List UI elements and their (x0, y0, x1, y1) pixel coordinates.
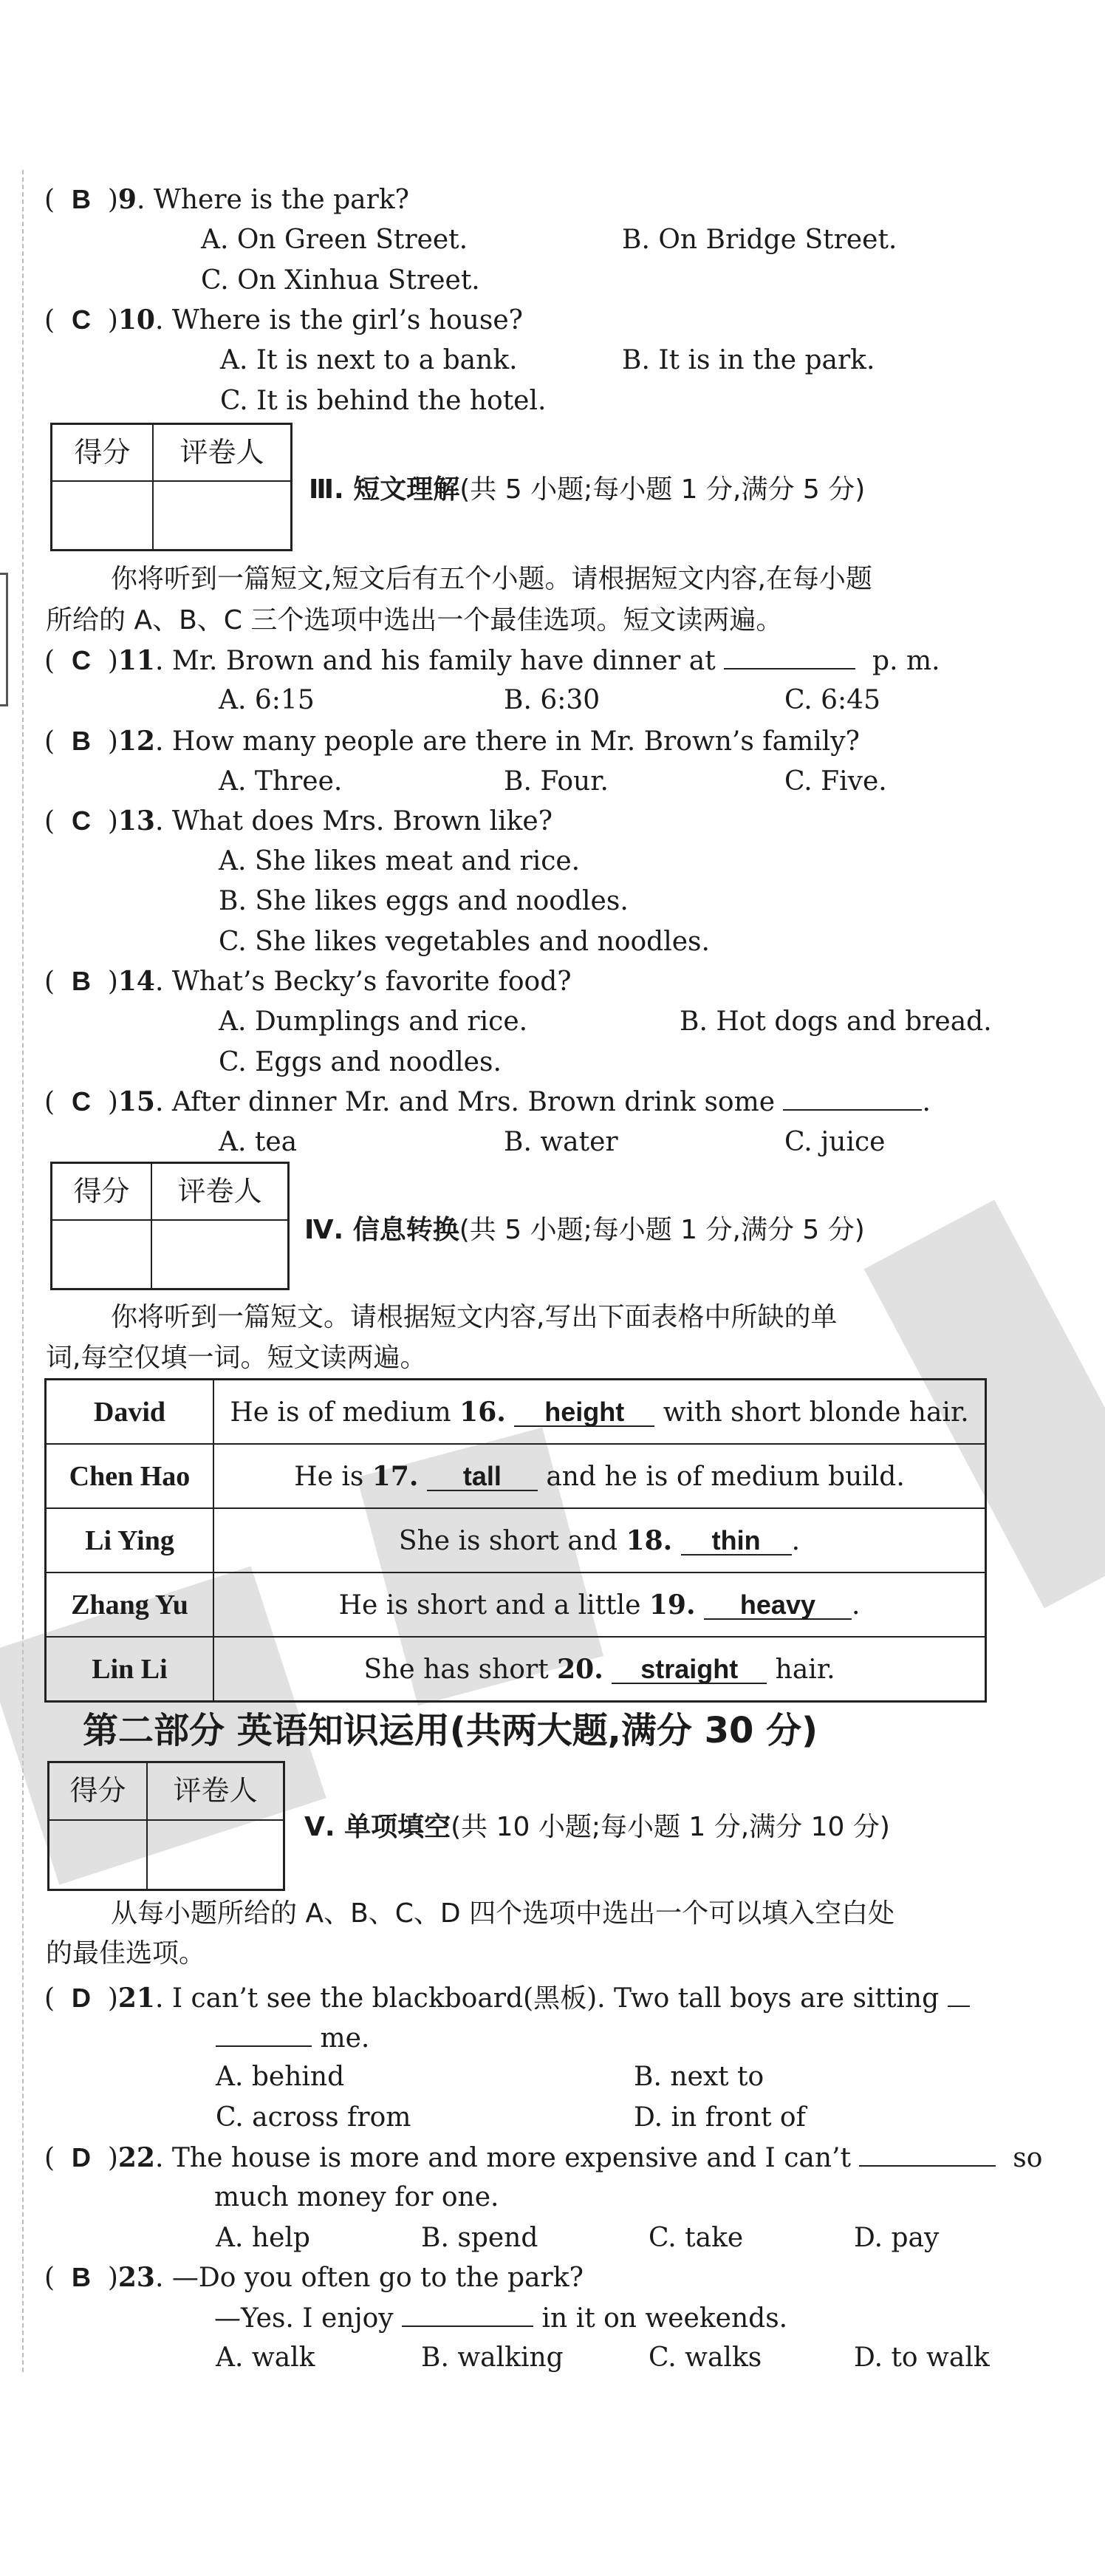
desc-text: She is short and (398, 1525, 618, 1556)
option: C. It is behind the hotel. (220, 386, 547, 416)
desc-text: . (851, 1589, 861, 1621)
answer-blank (402, 2305, 533, 2327)
filled-answer: straight (612, 1656, 767, 1684)
binding-side-mark (0, 573, 8, 706)
section-heading: Ⅳ. 信息转换 (304, 1215, 459, 1245)
question-text-end: . (922, 1087, 931, 1117)
info-table (44, 1378, 987, 1703)
section-4-title (304, 1217, 865, 1244)
question-text: What’s Becky’s favorite food? (171, 967, 572, 997)
section-heading: Ⅴ. 单项填空 (304, 1812, 451, 1842)
option: C. Eggs and noodles. (219, 1047, 502, 1077)
question-15: ( C )15. After dinner Mr. and Mrs. Brown drink some . (44, 1086, 931, 1117)
answer-blank (724, 647, 855, 669)
option: A. 6:15 (219, 685, 315, 715)
section-5-title (304, 1814, 890, 1841)
question-number: 15 (117, 1086, 155, 1117)
table-cell-desc (213, 1508, 986, 1572)
desc-text: . (791, 1525, 801, 1556)
question-text: What does Mrs. Brown like? (171, 806, 553, 836)
answer-22: D (71, 2142, 91, 2173)
section-heading: Ⅲ. 短文理解 (309, 474, 460, 505)
option: D. in front of (634, 2102, 806, 2133)
option: A. help (216, 2223, 310, 2253)
table-cell-name: David (46, 1380, 214, 1445)
table-cell-desc (213, 1380, 986, 1445)
desc-text: He is (294, 1461, 364, 1492)
table-cell-name: Zhang Yu (46, 1572, 214, 1637)
answer-14: B (71, 966, 91, 996)
question-text: me. (320, 2023, 370, 2054)
question-text: in it on weekends. (541, 2303, 788, 2334)
table-row (46, 1508, 986, 1572)
question-text: I can’t see the blackboard(黑板). Two tall boys are sitting (171, 1983, 940, 2014)
option: B. On Bridge Street. (622, 225, 897, 255)
desc-text: He is of medium (230, 1397, 451, 1428)
question-text-end: so (1013, 2143, 1043, 2173)
table-cell-name: Chen Hao (46, 1444, 214, 1508)
option: B. 6:30 (504, 685, 601, 715)
question-text: Where is the girl’s house? (171, 305, 523, 335)
question-23: ( B )23. —Do you often go to the park? (44, 2262, 584, 2293)
blank-number: 19. (649, 1589, 696, 1621)
question-number: 10 (117, 304, 155, 335)
table-cell-desc (213, 1572, 986, 1637)
table-cell-name: Lin Li (46, 1637, 214, 1702)
section-info: (共 10 小题;每小题 1 分,满分 10 分) (451, 1812, 890, 1842)
score-box (50, 1162, 290, 1290)
question-number: 14 (117, 966, 155, 997)
option: D. to walk (854, 2342, 990, 2373)
answer-blank (948, 1985, 970, 2007)
filled-answer: height (514, 1399, 654, 1427)
option: A. tea (219, 1127, 298, 1157)
question-22: ( D )22. The house is more and more expensive and I can’t so (44, 2142, 1043, 2173)
answer-12: B (71, 726, 91, 756)
instruction: 的最佳选项。 (46, 1938, 206, 1969)
answer-blank (216, 2025, 312, 2047)
option: B. spend (421, 2223, 538, 2253)
question-number: 13 (117, 805, 155, 836)
option: C. Five. (784, 766, 887, 797)
question-text: Mr. Brown and his family have dinner at (171, 646, 716, 676)
score-box-divider (151, 1219, 152, 1288)
option: C. She likes vegetables and noodles. (219, 927, 710, 957)
option: A. behind (216, 2062, 345, 2092)
question-number: 11 (117, 645, 155, 676)
question-text: After dinner Mr. and Mrs. Brown drink some (171, 1087, 776, 1117)
table-row (46, 1572, 986, 1637)
option: B. water (504, 1127, 618, 1157)
option: D. pay (854, 2223, 940, 2253)
grader-label: 评卷人 (148, 1763, 283, 1821)
question-number: 12 (117, 726, 155, 757)
option: A. She likes meat and rice. (219, 846, 581, 876)
question-text: Where is the park? (153, 185, 409, 215)
question-text-end: p. m. (872, 646, 940, 676)
option: C. across from (216, 2102, 411, 2133)
option: A. On Green Street. (201, 225, 468, 255)
option: B. Hot dogs and bread. (680, 1006, 992, 1037)
instruction: 你将听到一篇短文,短文后有五个小题。请根据短文内容,在每小题 (111, 564, 872, 594)
question-13: ( C )13. What does Mrs. Brown like? (44, 805, 553, 836)
instruction: 你将听到一篇短文。请根据短文内容,写出下面表格中所缺的单 (111, 1302, 838, 1332)
table-cell-name: Li Ying (46, 1508, 214, 1572)
table-cell-desc (213, 1637, 986, 1702)
answer-10: C (71, 304, 91, 335)
question-number: 22 (117, 2142, 155, 2173)
option: A. It is next to a bank. (220, 345, 518, 375)
blank-number: 17. (372, 1460, 419, 1492)
option: C. take (649, 2223, 744, 2253)
instruction: 所给的 A、B、C 三个选项中选出一个最佳选项。短文读两遍。 (46, 605, 783, 636)
table-row (46, 1637, 986, 1702)
blank-number: 20. (557, 1653, 603, 1685)
section-info: (共 5 小题;每小题 1 分,满分 5 分) (459, 1215, 865, 1245)
question-10: ( C )10. Where is the girl’s house? (44, 304, 523, 335)
part-2-title: 第二部分 英语知识运用(共两大题,满分 30 分) (83, 1710, 818, 1751)
score-box-divider (146, 1819, 148, 1889)
option: C. On Xinhua Street. (201, 265, 480, 296)
desc-text: He is short and a little (338, 1589, 641, 1621)
option: B. walking (421, 2342, 564, 2373)
question-number: 23 (117, 2262, 155, 2293)
option: B. Four. (504, 766, 609, 797)
question-text: —Do you often go to the park? (171, 2263, 584, 2293)
grader-label: 评卷人 (152, 1164, 287, 1221)
question-text: The house is more and more expensive and I can’t (171, 2143, 851, 2173)
option: A. Dumplings and rice. (219, 1006, 528, 1037)
instruction: 词,每空仅填一词。短文读两遍。 (46, 1343, 427, 1373)
question-21: ( D )21. I can’t see the blackboard(黑板). Two tall boys are sitting (44, 1985, 970, 2012)
answer-23: B (71, 2262, 91, 2292)
score-box (47, 1761, 285, 1891)
question-text: How many people are there in Mr. Brown’s family? (171, 726, 860, 757)
filled-answer: heavy (704, 1592, 852, 1620)
blank-number: 18. (626, 1524, 673, 1556)
desc-text: with short blonde hair. (663, 1397, 969, 1428)
score-box (50, 423, 292, 551)
answer-11: C (71, 645, 91, 675)
question-22-line2: much money for one. (214, 2182, 499, 2212)
question-text: —Yes. I enjoy (214, 2303, 394, 2334)
question-21-line2 (216, 2025, 369, 2052)
instruction: 从每小题所给的 A、B、C、D 四个选项中选出一个可以填入空白处 (111, 1898, 895, 1929)
desc-text: She has short (363, 1654, 549, 1685)
score-label: 得分 (52, 425, 154, 482)
option: B. She likes eggs and noodles. (219, 886, 629, 916)
option: C. 6:45 (784, 685, 880, 715)
option: B. next to (634, 2062, 764, 2092)
score-box-divider (152, 480, 154, 549)
section-info: (共 5 小题;每小题 1 分,满分 5 分) (459, 474, 866, 505)
answer-15: C (71, 1086, 91, 1117)
answer-21: D (71, 1983, 91, 2013)
question-12: ( B )12. How many people are there in Mr. Brown’s family? (44, 726, 860, 757)
answer-13: C (71, 805, 91, 836)
question-9: ( B )9. Where is the park? (44, 184, 409, 215)
option: C. juice (784, 1127, 886, 1157)
question-23-line2 (214, 2305, 787, 2332)
question-number: 21 (117, 1983, 155, 2014)
answer-9: B (71, 184, 91, 214)
blank-number: 16. (459, 1396, 506, 1428)
question-11: ( C )11. Mr. Brown and his family have dinner at p. m. (44, 645, 940, 676)
score-label: 得分 (49, 1763, 148, 1821)
option: A. Three. (219, 766, 343, 797)
desc-text: hair. (775, 1654, 835, 1685)
section-3-title (309, 474, 866, 505)
binding-dashed-line (22, 170, 24, 2372)
filled-answer: tall (427, 1463, 538, 1491)
option: C. walks (649, 2342, 762, 2373)
table-row (46, 1444, 986, 1508)
score-label: 得分 (52, 1164, 152, 1221)
question-14: ( B )14. What’s Becky’s favorite food? (44, 966, 572, 997)
table-cell-desc (213, 1444, 986, 1508)
filled-answer: thin (681, 1527, 792, 1556)
option: A. walk (216, 2342, 315, 2373)
answer-blank (859, 2144, 996, 2167)
desc-text: and he is of medium build. (546, 1461, 905, 1492)
grader-label: 评卷人 (154, 425, 290, 482)
option: B. It is in the park. (622, 345, 875, 375)
question-number: 9 (117, 184, 137, 215)
table-row (46, 1380, 986, 1445)
answer-blank (783, 1088, 922, 1111)
